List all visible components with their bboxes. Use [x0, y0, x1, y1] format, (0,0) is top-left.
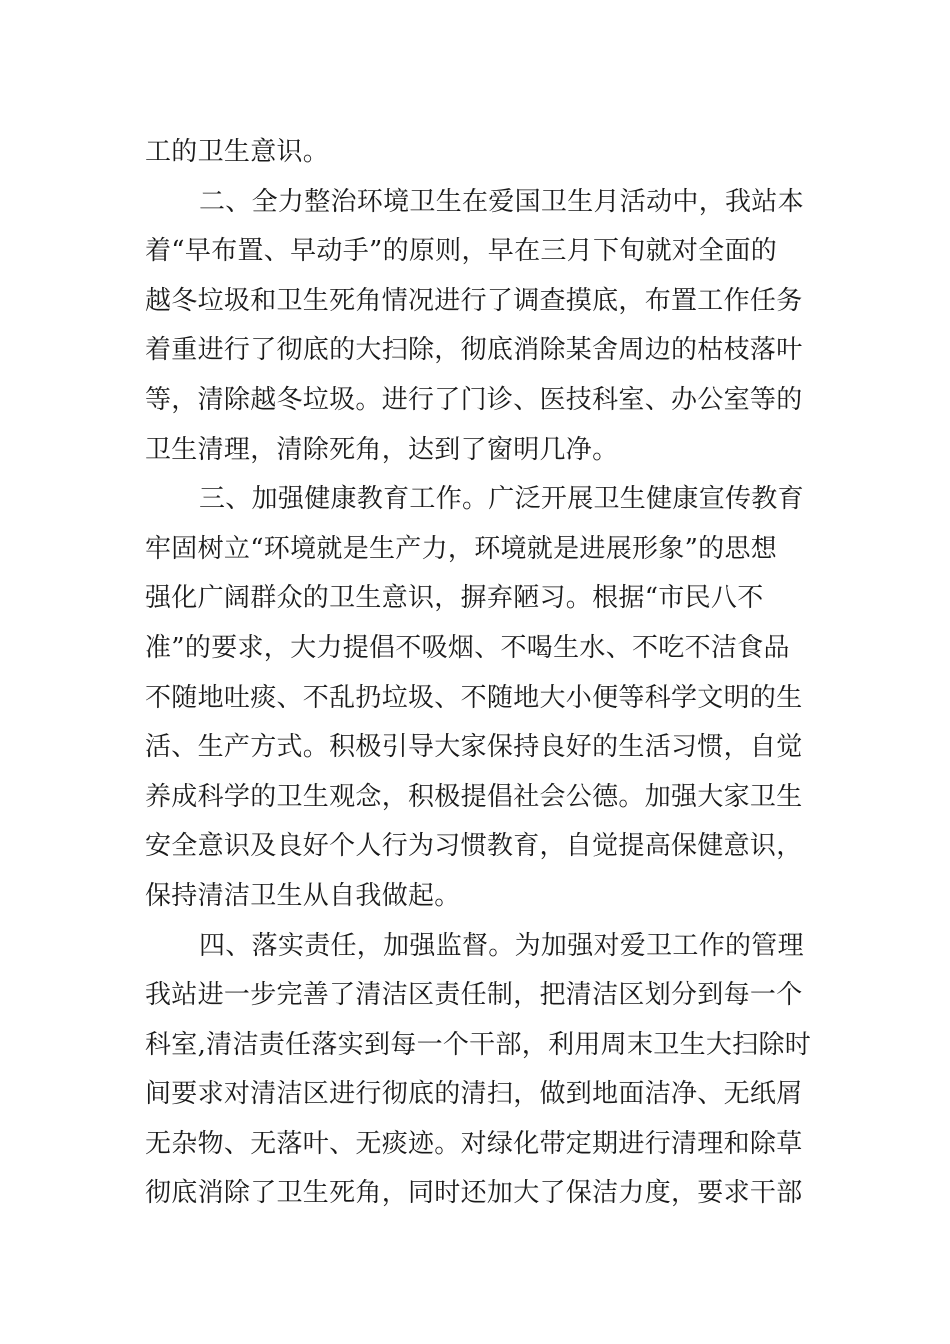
text-line: 强化广阔群众的卫生意识，摒弃陋习。根据“市民八不 — [145, 583, 764, 614]
text-line: 间要求对清洁区进行彻底的清扫，做到地面洁净、无纸屑 — [145, 1079, 803, 1110]
text-line: 不随地吐痰、不乱扔垃圾、不随地大小便等科学文明的生 — [145, 682, 803, 713]
text-line: 牢固树立“环境就是生产力，环境就是进展形象”的思想 — [145, 533, 778, 564]
text-line: 准”的要求，大力提倡不吸烟、不喝生水、不吃不洁食品 — [145, 632, 790, 663]
text-line: 着重进行了彻底的大扫除，彻底消除某舍周边的枯枝落叶 — [145, 335, 803, 366]
text-line: 科室,清洁责任落实到每一个干部，利用周末卫生大扫除时 — [145, 1029, 812, 1060]
text-line: 越冬垃圾和卫生死角情况进行了调查摸底，布置工作任务 — [145, 285, 803, 316]
text-line: 活、生产方式。积极引导大家保持良好的生活习惯，自觉 — [145, 732, 803, 763]
body-text — [145, 128, 815, 1219]
text-line: 彻底消除了卫生死角，同时还加大了保洁力度，要求干部 — [145, 1178, 803, 1209]
text-line: 无杂物、无落叶、无痰迹。对绿化带定期进行清理和除草 — [145, 1128, 803, 1159]
paragraph-4-start: 四、落实责任，加强监督。为加强对爱卫工作的管理 — [199, 930, 804, 961]
paragraph-2-start: 二、全力整治环境卫生在爱国卫生月活动中，我站本 — [199, 186, 804, 217]
text-line: 安全意识及良好个人行为习惯教育，自觉提高保健意识， — [145, 831, 803, 862]
paragraph-3-start: 三、加强健康教育工作。广泛开展卫生健康宣传教育 — [199, 484, 804, 515]
text-line: 养成科学的卫生观念，积极提倡社会公德。加强大家卫生 — [145, 781, 803, 812]
text-line: 着“早布置、早动手”的原则，早在三月下旬就对全面的 — [145, 236, 778, 267]
text-line: 卫生清理，清除死角，达到了窗明几净。 — [145, 434, 619, 465]
text-line: 保持清洁卫生从自我做起。 — [145, 880, 461, 911]
text-line: 我站进一步完善了清洁区责任制，把清洁区划分到每一个 — [145, 980, 803, 1011]
text-line: 等，清除越冬垃圾。进行了门诊、医技科室、办公室等的 — [145, 384, 803, 415]
text-line: 工的卫生意识。 — [145, 137, 330, 167]
